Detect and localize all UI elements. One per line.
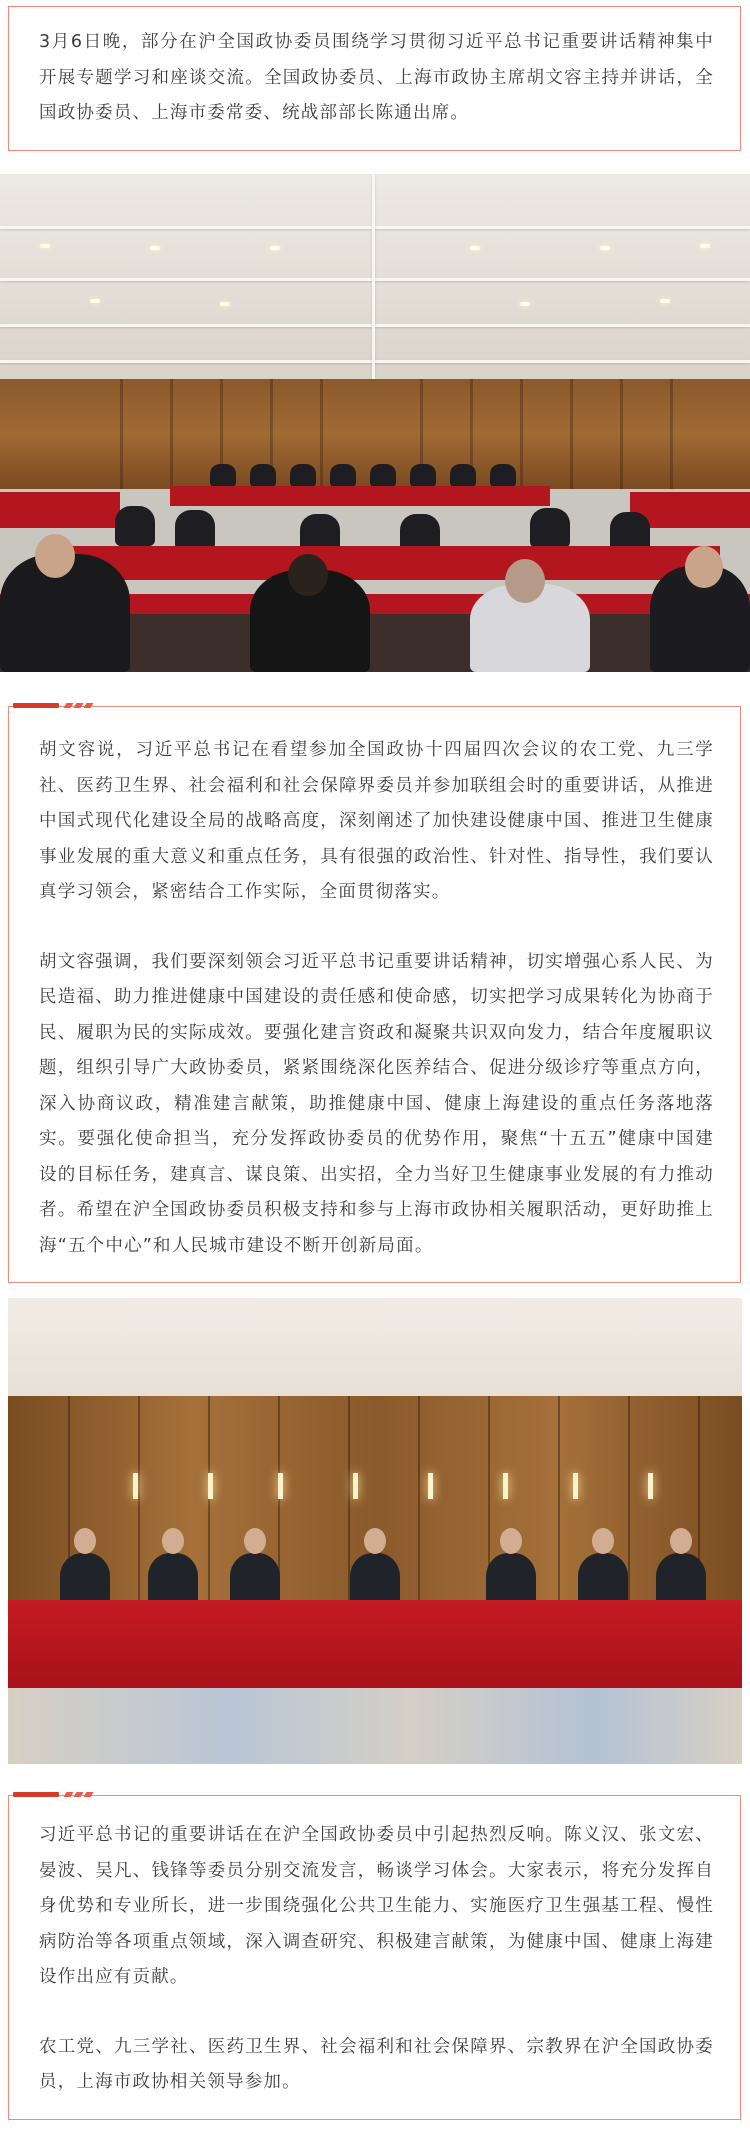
intro-card bbox=[8, 6, 741, 151]
card-corner-decoration bbox=[13, 701, 93, 711]
meeting-hall-photo bbox=[0, 174, 750, 672]
card-corner-decoration bbox=[13, 1790, 93, 1800]
intro-paragraph: 3月6日晚，部分在沪全国政协委员围绕学习贯彻习近平总书记重要讲话精神集中开展专题学习和座谈交流。全国政协委员、上海市政协主席胡文容主持并讲话，全国政协委员、上海市委常委、统战部部长陈通出席。 bbox=[39, 32, 714, 123]
head-table-photo bbox=[8, 1298, 742, 1764]
response-paragraph-2: 农工党、九三学社、医药卫生界、社会福利和社会保障界、宗教界在沪全国政协委员，上海市政协相关领导参加。 bbox=[39, 2036, 714, 2092]
speech-paragraph-2: 胡文容强调，我们要深刻领会习近平总书记重要讲话精神，切实增强心系人民、为民造福、助力推进健康中国建设的责任感和使命感，切实把学习成果转化为协商于民、履职为民的实际成效。要强化建言资政和凝聚共识双向发力，结合年度履职议题，组织引导广大政协委员，紧紧围绕深化医养结合、促进分级诊疗等重点方向，深入协商议政，精准建言献策，助推健康中国、健康上海建设的重点任务落地落实。要强化使命担当，充分发挥政协委员的优势作用，聚焦“十五五”健康中国建设的目标任务，建真言、谋良策、出实招，全力当好卫生健康事业发展的有力推动者。希望在沪全国政协委员积极支持和参与上海市政协相关履职活动，更好助推上海“五个中心”和人民城市建设不断开创新局面。 bbox=[39, 951, 714, 1256]
speech-card bbox=[8, 706, 741, 1283]
response-card bbox=[8, 1795, 741, 2120]
response-paragraph-1: 习近平总书记的重要讲话在在沪全国政协委员中引起热烈反响。陈义汉、张文宏、晏波、吴凡、钱锋等委员分别交流发言，畅谈学习体会。大家表示，将充分发挥自身优势和专业所长，进一步围绕强化公共卫生能力、实施医疗卫生强基工程、慢性病防治等各项重点领域，深入调查研究、积极建言献策，为健康中国、健康上海建设作出应有贡献。 bbox=[39, 1825, 714, 1987]
speech-paragraph-1: 胡文容说，习近平总书记在看望参加全国政协十四届四次会议的农工党、九三学社、医药卫生界、社会福利和社会保障界委员并参加联组会时的重要讲话，从推进中国式现代化建设全局的战略高度，深刻阐述了加快建设健康中国、推进卫生健康事业发展的重大意义和重点任务，具有很强的政治性、针对性、指导性，我们要认真学习领会，紧密结合工作实际，全面贯彻落实。 bbox=[39, 740, 714, 902]
